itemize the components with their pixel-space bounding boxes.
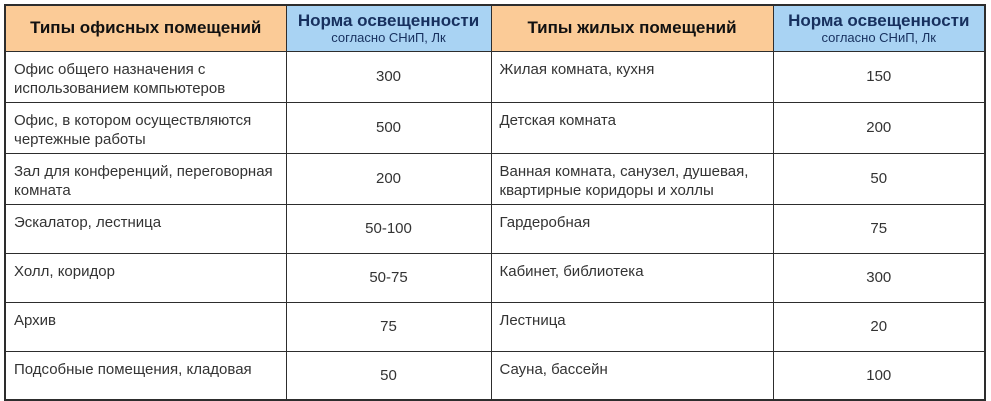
office-norm-cell: 200 (286, 153, 491, 204)
office-norm-cell: 75 (286, 302, 491, 351)
residential-room-cell: Сауна, бассейн (491, 351, 773, 400)
residential-norm-cell: 300 (773, 253, 985, 302)
header-row (5, 5, 985, 51)
table-row (5, 253, 985, 302)
residential-room-cell: Кабинет, библиотека (491, 253, 773, 302)
office-norm-cell: 50-75 (286, 253, 491, 302)
residential-room-cell: Детская комната (491, 102, 773, 153)
lighting-norms-table (4, 4, 986, 401)
residential-norm-cell: 75 (773, 204, 985, 253)
header-residential-room-types (491, 5, 773, 51)
office-room-cell: Холл, коридор (5, 253, 286, 302)
table-body (5, 51, 985, 400)
residential-room-cell: Лестница (491, 302, 773, 351)
office-room-cell: Эскалатор, лестница (5, 204, 286, 253)
office-norm-cell: 50-100 (286, 204, 491, 253)
office-room-cell: Архив (5, 302, 286, 351)
residential-norm-cell: 20 (773, 302, 985, 351)
header-label: Норма освещенности (788, 11, 970, 31)
residential-norm-cell: 150 (773, 51, 985, 102)
office-norm-cell: 50 (286, 351, 491, 400)
residential-norm-cell: 50 (773, 153, 985, 204)
table-header (5, 5, 985, 51)
residential-room-cell: Гардеробная (491, 204, 773, 253)
header-label: Норма освещенности (297, 11, 480, 31)
header-office-room-types (5, 5, 286, 51)
office-norm-cell: 500 (286, 102, 491, 153)
office-room-cell: Зал для конференций, переговорная комната (5, 153, 286, 204)
residential-norm-cell: 100 (773, 351, 985, 400)
office-room-cell: Офис общего назначения с использованием компьютеров (5, 51, 286, 102)
header-sublabel: согласно СНиП, Лк (821, 30, 936, 46)
residential-room-cell: Жилая комната, кухня (491, 51, 773, 102)
office-norm-cell: 300 (286, 51, 491, 102)
office-room-cell: Подсобные помещения, кладовая (5, 351, 286, 400)
table-row (5, 153, 985, 204)
header-sublabel: согласно СНиП, Лк (331, 30, 446, 46)
header-label: Типы офисных помещений (30, 18, 262, 38)
header-office-norm (286, 5, 491, 51)
residential-room-cell: Ванная комната, санузел, душевая, квартирные коридоры и холлы (491, 153, 773, 204)
header-residential-norm (773, 5, 985, 51)
header-label: Типы жилых помещений (527, 18, 737, 38)
table-row (5, 51, 985, 102)
residential-norm-cell: 200 (773, 102, 985, 153)
table-row (5, 204, 985, 253)
table-row (5, 102, 985, 153)
table-row (5, 302, 985, 351)
table-row (5, 351, 985, 400)
office-room-cell: Офис, в котором осуществляются чертежные работы (5, 102, 286, 153)
